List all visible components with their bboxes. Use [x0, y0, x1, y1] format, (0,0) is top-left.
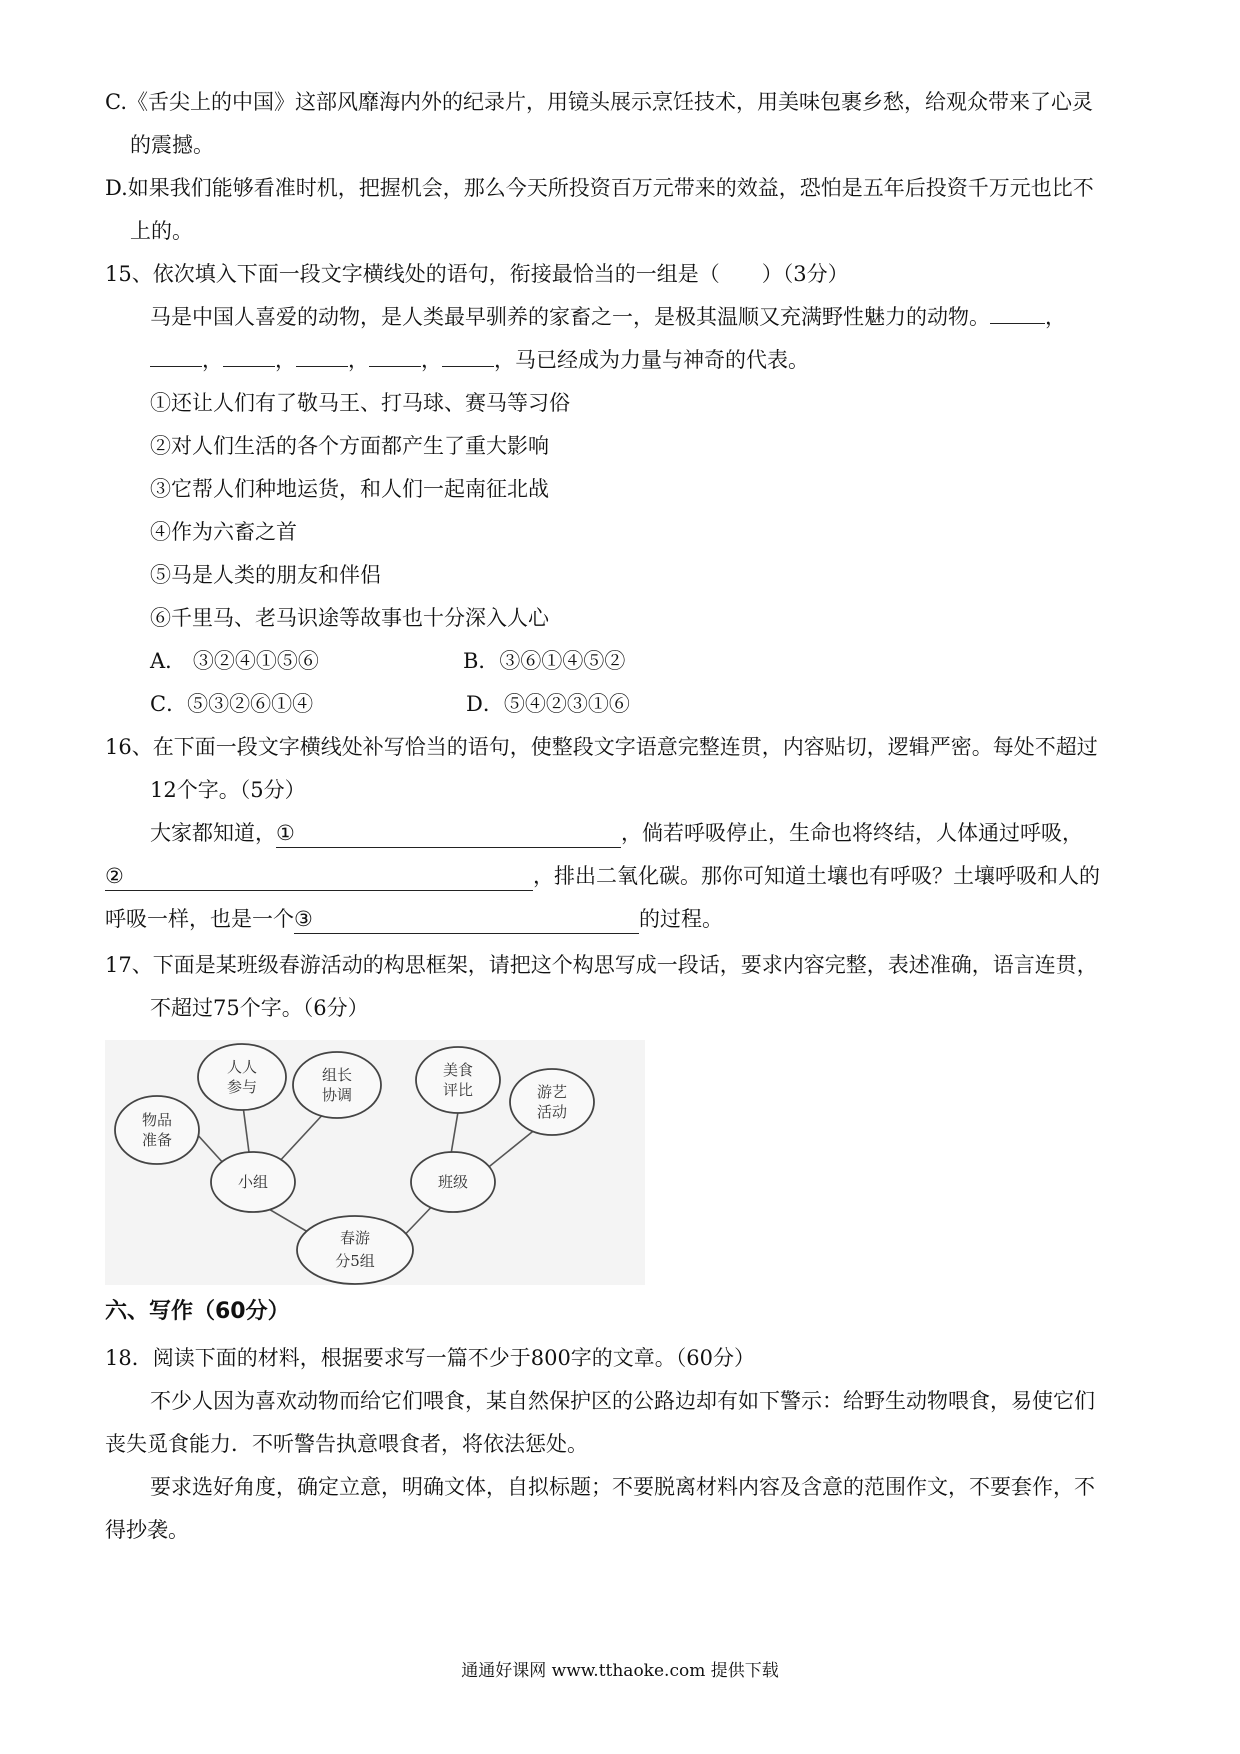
q15-comma: ，: [494, 348, 515, 372]
q15-item-3: ③它帮人们种地运货，和人们一起南征北战: [150, 477, 549, 501]
q16-mark-1: ①: [276, 821, 295, 845]
svg-text:分5组: 分5组: [335, 1252, 375, 1270]
q15-passage-text: 马是中国人喜爱的动物，是人类最早驯养的家畜之一，是极其温顺又充满野性魅力的动物。: [150, 305, 990, 329]
svg-text:准备: 准备: [141, 1131, 173, 1149]
q15-blank-5[interactable]: [369, 346, 421, 367]
q14-option-c-line2: 的震撼。: [130, 133, 214, 157]
svg-text:组长: 组长: [321, 1066, 353, 1084]
q15-item-2: ②对人们生活的各个方面都产生了重大影响: [150, 434, 549, 458]
q16-p3-end: 的过程。: [639, 907, 723, 931]
q15-passage-line2: [150, 346, 809, 374]
q16-blank-3[interactable]: [294, 905, 639, 934]
svg-text:评比: 评比: [442, 1081, 474, 1099]
q15-blank-6[interactable]: [442, 346, 494, 367]
q15-blank-1[interactable]: [990, 303, 1045, 324]
q15-blank-2[interactable]: [150, 346, 202, 367]
q16-mark-3: ③: [294, 907, 313, 931]
q16-mark-2: ②: [105, 864, 124, 888]
svg-text:美食: 美食: [442, 1061, 474, 1079]
node-group: [211, 1152, 295, 1212]
svg-text:物品: 物品: [141, 1111, 173, 1129]
node-leader-coordinate: [293, 1052, 381, 1118]
svg-text:游艺: 游艺: [536, 1083, 568, 1101]
node-item-prep: [115, 1096, 199, 1164]
q16-stem-line2: 12个字。（5分）: [150, 778, 306, 802]
q18-material-line1: 不少人因为喜欢动物而给它们喂食，某自然保护区的公路边却有如下警示：给野生动物喂食，易使它们: [150, 1389, 1095, 1413]
spring-outing-mindmap: [105, 1040, 645, 1285]
q15-comma: ，: [202, 348, 223, 372]
section6-title: 六、写作（60分）: [105, 1299, 290, 1324]
svg-text:春游: 春游: [339, 1229, 371, 1247]
page-footer: 通通好课网 www.tthaoke.com 提供下载: [461, 1661, 779, 1681]
q17-stem-line1: 17、下面是某班级春游活动的构思框架，请把这个构思写成一段话，要求内容完整，表述准确，语言连贯，: [105, 953, 1098, 977]
q18-stem: 18．阅读下面的材料，根据要求写一篇不少于800字的文章。（60分）: [105, 1346, 756, 1370]
q15-option-b[interactable]: B．③⑥①④⑤②: [463, 649, 626, 673]
q16-p1-end: ，倘若呼吸停止，生命也将终结，人体通过呼吸，: [621, 821, 1083, 845]
node-class: [411, 1152, 495, 1212]
q18-requirement-line1: 要求选好角度，确定立意，明确文体，自拟标题；不要脱离材料内容及含意的范围作文，不要套作，不: [150, 1475, 1095, 1499]
svg-text:小组: 小组: [237, 1173, 269, 1191]
q16-blank-1[interactable]: [276, 819, 621, 848]
node-spring-outing-root: [297, 1216, 413, 1284]
q16-stem-line1: 16、在下面一段文字横线处补写恰当的语句，使整段文字语意完整连贯，内容贴切，逻辑严密。每处不超过: [105, 735, 1098, 759]
svg-text:人人: 人人: [226, 1058, 258, 1076]
q16-p3-start: 呼吸一样，也是一个: [105, 907, 294, 931]
svg-text:活动: 活动: [536, 1103, 568, 1121]
q15-comma: ，: [1045, 305, 1066, 329]
q16-paragraph-line3: [105, 905, 723, 934]
q15-comma: ，: [275, 348, 296, 372]
svg-text:班级: 班级: [437, 1173, 469, 1191]
q18-requirement-line2: 得抄袭。: [105, 1518, 189, 1542]
q15-item-4: ④作为六畜之首: [150, 520, 297, 544]
q15-option-d[interactable]: D．⑤④②③①⑥: [466, 692, 630, 716]
q15-blank-4[interactable]: [296, 346, 348, 367]
node-games: [510, 1069, 594, 1135]
svg-text:协调: 协调: [321, 1086, 353, 1104]
q15-blank-3[interactable]: [223, 346, 275, 367]
q15-item-5: ⑤马是人类的朋友和伴侣: [150, 563, 381, 587]
q14-option-c-line1: C.《舌尖上的中国》这部风靡海内外的纪录片，用镜头展示烹饪技术，用美味包裹乡愁，给观众带来了心灵: [105, 90, 1093, 114]
q15-comma: ，: [348, 348, 369, 372]
q18-material-line2: 丧失觅食能力．不听警告执意喂食者，将依法惩处。: [105, 1432, 588, 1456]
q15-stem: 15、依次填入下面一段文字横线处的语句，衔接最恰当的一组是（ ）（3分）: [105, 262, 849, 286]
q16-paragraph-line1: [150, 819, 1083, 848]
node-everyone-participate: [198, 1044, 286, 1110]
q17-stem-line2: 不超过75个字。（6分）: [150, 996, 369, 1020]
q15-passage-end: 马已经成为力量与神奇的代表。: [515, 348, 809, 372]
q15-comma: ，: [421, 348, 442, 372]
q14-option-d-line1: D.如果我们能够看准时机，把握机会，那么今天所投资百万元带来的效益，恐怕是五年后投资千万元也比不: [105, 176, 1094, 200]
q15-item-6: ⑥千里马、老马识途等故事也十分深入人心: [150, 606, 549, 630]
q16-blank-2[interactable]: [105, 862, 533, 891]
q14-option-d-line2: 上的。: [130, 219, 193, 243]
q16-paragraph-line2: [105, 862, 1100, 891]
q15-option-a[interactable]: A． ③②④①⑤⑥: [150, 649, 319, 673]
svg-text:参与: 参与: [226, 1078, 258, 1096]
q16-p1-start: 大家都知道，: [150, 821, 276, 845]
q15-option-c[interactable]: C．⑤③②⑥①④: [150, 692, 314, 716]
node-food-contest: [416, 1047, 500, 1113]
q15-item-1: ①还让人们有了敬马王、打马球、赛马等习俗: [150, 391, 570, 415]
q15-passage-line1: [150, 303, 1066, 331]
q16-p2-end: ，排出二氧化碳。那你可知道土壤也有呼吸？土壤呼吸和人的: [533, 864, 1100, 888]
